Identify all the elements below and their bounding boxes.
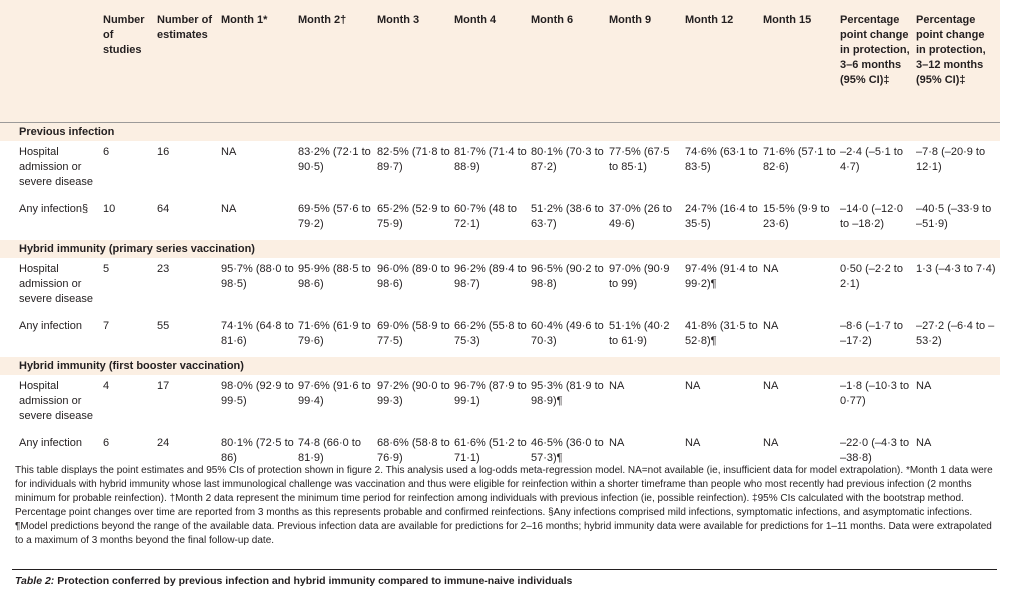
data-cell: 95·3% (81·9 to 98·9)¶ [531, 375, 609, 429]
data-cell: 17 [157, 375, 221, 429]
row-label-cell: Any infection§ [0, 198, 103, 240]
data-cell: 60·7% (48 to 72·1) [454, 198, 531, 240]
data-cell: 97·6% (91·6 to 99·4) [298, 375, 377, 429]
data-cell: 96·7% (87·9 to 99·1) [454, 375, 531, 429]
data-cell: 69·5% (57·6 to 79·2) [298, 198, 377, 240]
data-cell: –1·8 (–10·3 to 0·77) [840, 375, 916, 429]
data-cell: NA [685, 375, 763, 429]
data-cell: –14·0 (–12·0 to –18·2) [840, 198, 916, 240]
column-header: Month 1* [221, 14, 268, 26]
data-cell: 97·2% (90·0 to 99·3) [377, 375, 454, 429]
data-cell: 6 [103, 141, 157, 195]
data-cell: 24·7% (16·4 to 35·5) [685, 198, 763, 240]
column-header: Percentage point change in protection, 3–12 months (95% CI)‡ [916, 14, 986, 86]
table-row [0, 375, 1000, 429]
data-cell: 66·2% (55·8 to 75·3) [454, 315, 531, 357]
column-header: Month 3 [377, 14, 420, 26]
data-cell: 4 [103, 375, 157, 429]
data-cell: 69·0% (58·9 to 77·5) [377, 315, 454, 357]
data-cell: 71·6% (57·1 to 82·6) [763, 141, 840, 195]
data-cell: NA [763, 432, 840, 474]
data-cell: 96·2% (89·4 to 98·7) [454, 258, 531, 312]
section-title: Hybrid immunity (primary series vaccination) [0, 240, 1000, 258]
column-header: Month 2† [298, 14, 347, 26]
data-cell: NA [609, 375, 685, 429]
data-cell: 60·4% (49·6 to 70·3) [531, 315, 609, 357]
data-cell: 97·0% (90·9 to 99) [609, 258, 685, 312]
data-cell: 51·2% (38·6 to 63·7) [531, 198, 609, 240]
table-header-row [0, 0, 1000, 123]
data-cell: 6 [103, 432, 157, 474]
data-cell: –7·8 (–20·9 to 12·1) [916, 141, 1000, 195]
data-cell: 83·2% (72·1 to 90·5) [298, 141, 377, 195]
data-cell: NA [685, 432, 763, 474]
data-cell: 96·0% (89·0 to 98·6) [377, 258, 454, 312]
row-label-cell: Hospital admission or severe disease [0, 258, 103, 312]
data-cell: 80·1% (70·3 to 87·2) [531, 141, 609, 195]
data-cell: 0·50 (–2·2 to 2·1) [840, 258, 916, 312]
data-cell: 65·2% (52·9 to 75·9) [377, 198, 454, 240]
data-cell: 95·9% (88·5 to 98·6) [298, 258, 377, 312]
data-cell: NA [763, 375, 840, 429]
data-cell: 96·5% (90·2 to 98·8) [531, 258, 609, 312]
data-cell: 82·5% (71·8 to 89·7) [377, 141, 454, 195]
row-label-cell: Hospital admission or severe disease [0, 141, 103, 195]
data-cell: 68·6% (58·8 to 76·9) [377, 432, 454, 474]
data-cell: 61·6% (51·2 to 71·1) [454, 432, 531, 474]
data-cell: 55 [157, 315, 221, 357]
data-cell: 77·5% (67·5 to 85·1) [609, 141, 685, 195]
column-header: Number of estimates [157, 14, 212, 41]
section-header-row [0, 123, 1000, 142]
column-header: Percentage point change in protection, 3–6 months (95% CI)‡ [840, 14, 910, 86]
data-cell: 46·5% (36·0 to 57·3)¶ [531, 432, 609, 474]
table-caption [15, 575, 572, 587]
row-label-cell: Any infection [0, 315, 103, 357]
data-cell: 81·7% (71·4 to 88·9) [454, 141, 531, 195]
data-cell: NA [221, 198, 298, 240]
table-body [0, 123, 1000, 475]
column-header: Month 6 [531, 14, 574, 26]
data-cell: 1·3 (–4·3 to 7·4) [916, 258, 1000, 312]
data-cell: NA [763, 258, 840, 312]
data-cell: NA [763, 315, 840, 357]
table-row [0, 315, 1000, 357]
data-cell: –27·2 (–6·4 to –53·2) [916, 315, 1000, 357]
data-cell: 16 [157, 141, 221, 195]
data-cell: 74·6% (63·1 to 83·5) [685, 141, 763, 195]
data-cell: –22·0 (–4·3 to –38·8) [840, 432, 916, 474]
data-cell: 10 [103, 198, 157, 240]
data-cell: 41·8% (31·5 to 52·8)¶ [685, 315, 763, 357]
section-header-row [0, 357, 1000, 375]
data-cell: 7 [103, 315, 157, 357]
data-cell: 98·0% (92·9 to 99·5) [221, 375, 298, 429]
data-cell: 80·1% (72·5 to 86) [221, 432, 298, 474]
column-header: Month 15 [763, 14, 812, 26]
column-header: Month 12 [685, 14, 734, 26]
row-label-cell: Hospital admission or severe disease [0, 375, 103, 429]
section-title: Previous infection [0, 123, 1000, 142]
section-title: Hybrid immunity (first booster vaccination) [0, 357, 1000, 375]
data-cell: 97·4% (91·4 to 99·2)¶ [685, 258, 763, 312]
data-cell: 74·8 (66·0 to 81·9) [298, 432, 377, 474]
column-header: Month 9 [609, 14, 652, 26]
caption-label: Table 2: [15, 575, 55, 587]
data-cell: 24 [157, 432, 221, 474]
data-cell: 95·7% (88·0 to 98·5) [221, 258, 298, 312]
data-cell: 71·6% (61·9 to 79·6) [298, 315, 377, 357]
data-cell: 37·0% (26 to 49·6) [609, 198, 685, 240]
table-row [0, 258, 1000, 312]
column-header: Month 4 [454, 14, 497, 26]
data-cell: 64 [157, 198, 221, 240]
data-cell: 5 [103, 258, 157, 312]
data-cell: –2·4 (–5·1 to 4·7) [840, 141, 916, 195]
caption-text: Protection conferred by previous infection and hybrid immunity compared to immune-naive individuals [57, 575, 573, 587]
data-cell: –8·6 (–1·7 to –17·2) [840, 315, 916, 357]
column-header [0, 0, 103, 123]
footnote-text: This table displays the point estimates and 95% CIs of protection shown in figure 2. This analysis used a log-odds meta-regression model. NA=not available (ie, insufficient data for model extrapolation). *Month 1 data were for individuals with hybrid immunity whose last immunological challenge was vaccination and thus were eligible for reinfection within a shorter timeframe than people who most recently had previous infection (2 months minimum for probable reinfection). †Month 2 data represent the minimum time period for reinfection among individuals with previous infection (ie, possible reinfection). ‡95% CIs calculated with the bootstrap method. Percentage point changes over time are reported from 3 months as this represents probable and confirmed reinfections. §Any infections comprised mild infections, symptomatic infections, and asymptomatic infections. ¶Model predictions beyond the range of the available data. Previous infection data are available for predictions for 2–16 months; hybrid immunity data were available for predictions for 1–11 months. Data were extrapolated to a maximum of 3 months beyond the final follow-up date. [15, 465, 993, 547]
caption-divider [12, 569, 997, 570]
data-cell: 15·5% (9·9 to 23·6) [763, 198, 840, 240]
column-header: Number of studies [103, 14, 145, 56]
table-footnotes [15, 464, 995, 549]
data-cell: NA [221, 141, 298, 195]
data-cell: 51·1% (40·2 to 61·9) [609, 315, 685, 357]
data-cell: 23 [157, 258, 221, 312]
data-cell: 74·1% (64·8 to 81·6) [221, 315, 298, 357]
section-header-row [0, 240, 1000, 258]
data-cell: NA [609, 432, 685, 474]
table-row [0, 141, 1000, 195]
data-cell: –40·5 (–33·9 to –51·9) [916, 198, 1000, 240]
data-cell: NA [916, 375, 1000, 429]
row-label-cell: Any infection [0, 432, 103, 474]
data-cell: NA [916, 432, 1000, 474]
table-row [0, 198, 1000, 240]
